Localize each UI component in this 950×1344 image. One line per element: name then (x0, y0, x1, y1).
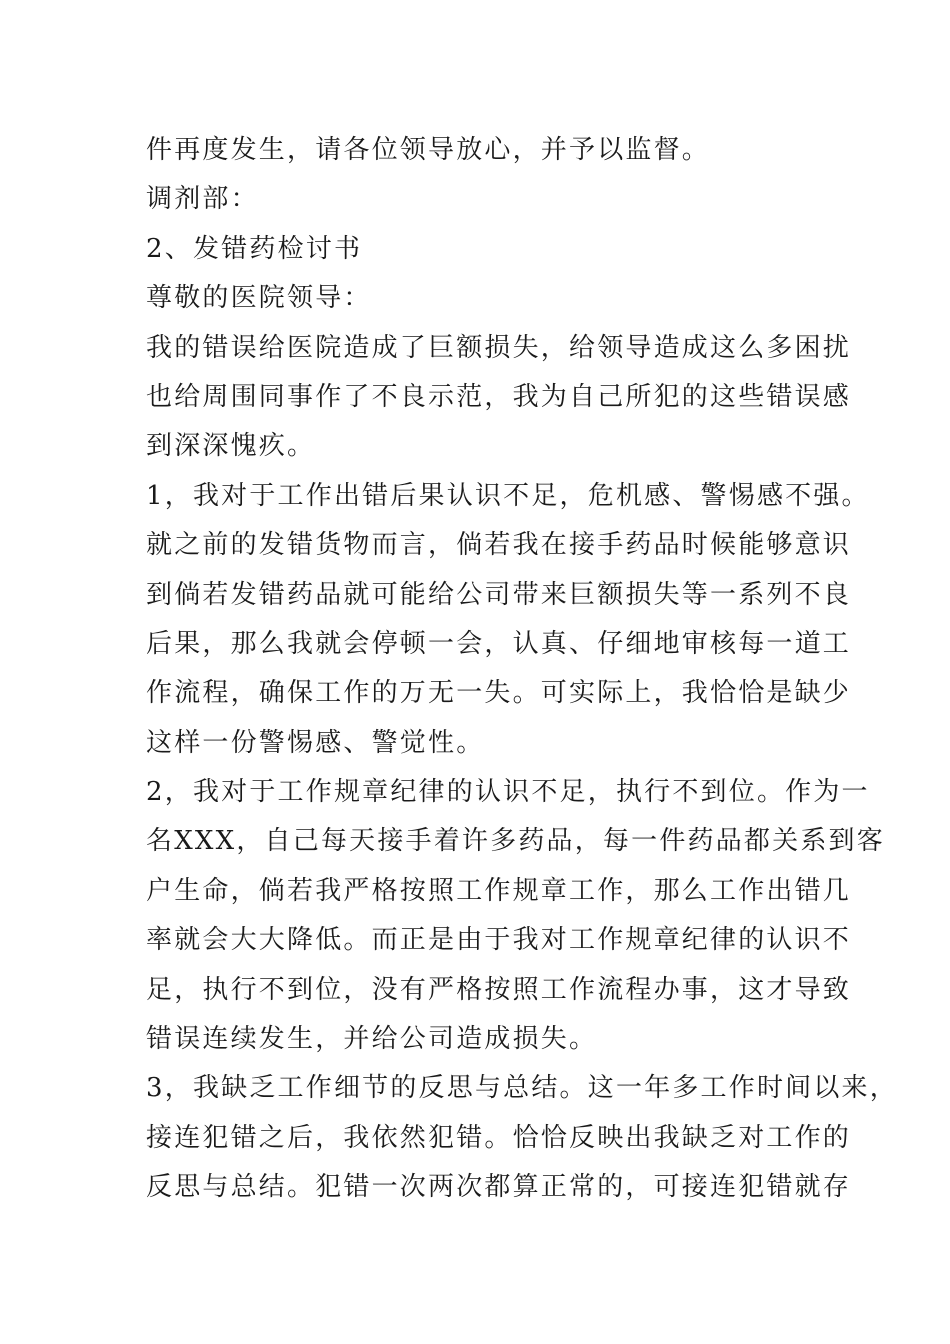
text-line: 足，执行不到位，没有严格按照工作流程办事，这才导致 (146, 974, 852, 1005)
text-line: 名XXX，自己每天接手着许多药品，每一件药品都关系到客 (146, 826, 885, 857)
text-line: 3，我缺乏工作细节的反思与总结。这一年多工作时间以来， (146, 1073, 898, 1104)
text-line: 错误连续发生，并给公司造成损失。 (146, 1024, 598, 1055)
text-line: 2、发错药检讨书 (146, 233, 363, 264)
document-body (146, 126, 898, 1213)
text-line: 尊敬的医院领导： (146, 283, 372, 314)
text-line: 我的错误给医院造成了巨额损失，给领导造成这么多困扰 (146, 332, 852, 363)
text-line: 也给周围同事作了不良示范，我为自己所犯的这些错误感 (146, 381, 852, 412)
text-line: 件再度发生，请各位领导放心，并予以监督。 (146, 135, 711, 165)
text-line: 1，我对于工作出错后果认识不足，危机感、警惕感不强。 (146, 480, 870, 511)
text-line: 到深深愧疚。 (146, 431, 316, 462)
text-line: 到倘若发错药品就可能给公司带来巨额损失等一系列不良 (146, 579, 852, 610)
text-line: 反思与总结。犯错一次两次都算正常的，可接连犯错就存 (146, 1172, 852, 1203)
text-line: 作流程，确保工作的万无一失。可实际上，我恰恰是缺少 (146, 678, 852, 709)
text-line: 调剂部： (146, 184, 259, 215)
text-line: 2，我对于工作规章纪律的认识不足，执行不到位。作为一 (146, 777, 870, 808)
text-line: 率就会大大降低。而正是由于我对工作规章纪律的认识不 (146, 925, 852, 956)
text-line: 接连犯错之后，我依然犯错。恰恰反映出我缺乏对工作的 (146, 1122, 852, 1153)
text-line: 就之前的发错货物而言，倘若我在接手药品时候能够意识 (146, 530, 852, 561)
text-line: 这样一份警惕感、警觉性。 (146, 727, 485, 758)
text-line: 后果，那么我就会停顿一会，认真、仔细地审核每一道工 (146, 628, 852, 659)
text-line: 户生命，倘若我严格按照工作规章工作，那么工作出错几 (146, 875, 852, 906)
